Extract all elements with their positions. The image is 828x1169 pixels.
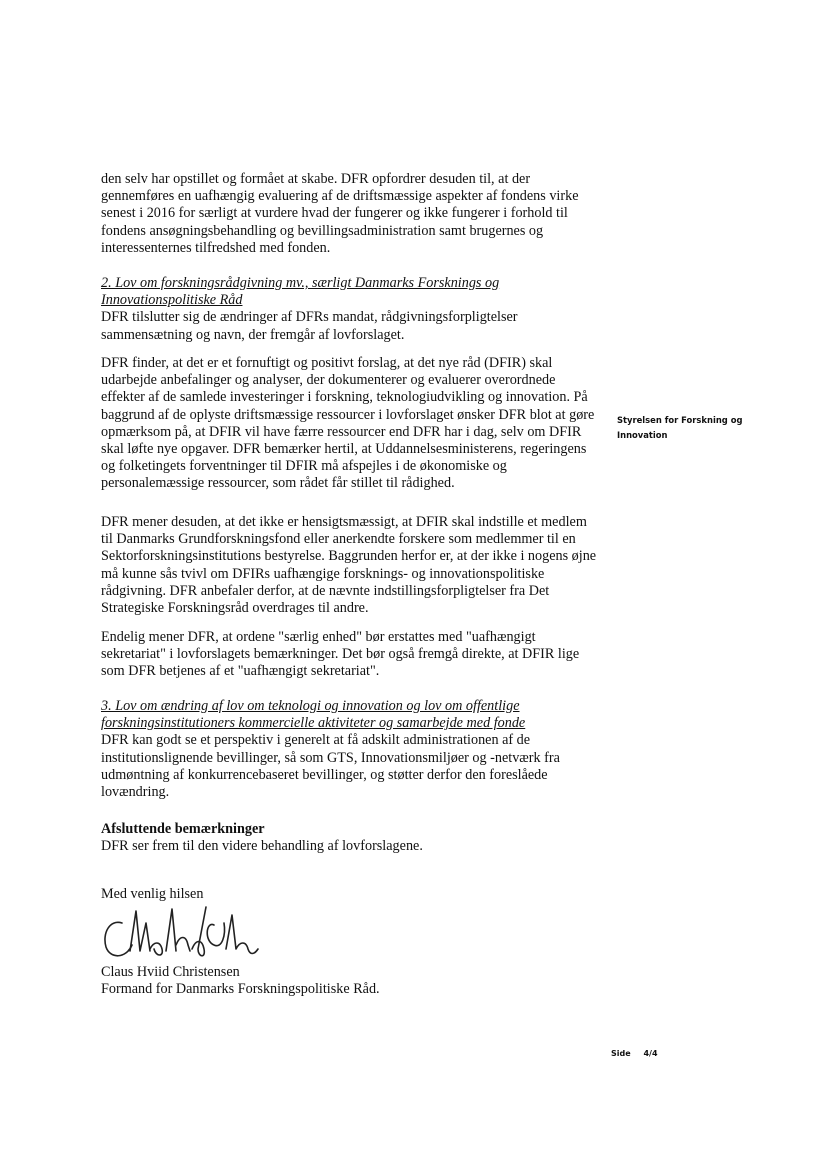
greeting-block: [101, 886, 601, 903]
section-2-paragraph-4-block: [101, 629, 601, 681]
sidebar-organization: Styrelsen for Forskning og Innovation: [617, 415, 743, 440]
section-3: [101, 698, 601, 801]
section-3-paragraph-1: DFR kan godt se et perspektiv i generelt at få adskilt administrationen af de institutionslignende bevillinger, så som GTS, Innovationsmiljøer og -netværk fra udmøntning af konkurrencebaseret bevillinger, og støtter derfor den foreslåede lovændring.: [101, 732, 560, 801]
closing-section: [101, 821, 601, 855]
section-2-paragraph-3-block: [101, 514, 601, 617]
intro-paragraph: [101, 171, 601, 257]
section-2-paragraph-2-block: [101, 355, 601, 493]
page-label: Side: [611, 1049, 631, 1058]
signer-name: Claus Hviid Christensen: [101, 964, 240, 980]
section-2: [101, 275, 601, 344]
signature-image: [96, 905, 266, 963]
intro-text: den selv har opstillet og formået at skabe. DFR opfordrer desuden til, at der gennemføres en uafhængig evaluering af de driftsmæssige aspekter af fondens virke senest i 2016 for særligt at vurdere hvad der fungerer og ikke fungerer i forhold til fondens ansøgningsbehandling og bevillingsadministration samt brugernes og interessenternes tilfredshed med fonden.: [101, 171, 579, 256]
page-footer: [611, 1049, 658, 1058]
closing-heading: Afsluttende bemærkninger: [101, 821, 265, 837]
signer-title: Formand for Danmarks Forskningspolitiske Råd.: [101, 981, 380, 998]
signer-block: [101, 964, 601, 998]
section-2-paragraph-4: Endelig mener DFR, at ordene "særlig enhed" bør erstattes med "uafhængigt sekretariat" i lovforslagets bemærkninger. Det bør også fremgå direkte, at DFIR lige som DFR betjenes af et "uafhængigt sekretariat".: [101, 629, 580, 680]
section-2-paragraph-1: DFR tilslutter sig de ændringer af DFRs mandat, rådgivningsforpligtelser sammensætning og navn, der fremgår af lovforslaget.: [101, 309, 518, 343]
page-number: 4/4: [643, 1049, 658, 1058]
closing-text: DFR ser frem til den videre behandling af lovforslagene.: [101, 838, 423, 855]
section-2-paragraph-2: DFR finder, at det er et fornuftigt og positivt forslag, at det nye råd (DFIR) skal udarbejde anbefalinger og analyser, der dokumenterer og evaluerer overordnede effekter af de samlede investeringer i forskning, teknologiudvikling og innovation. På baggrund af de oplyste driftsmæssige ressourcer i lovforslaget ønsker DFR blot at gøre opmærksom på, at DFIR vil have færre ressourcer end DFR har i dag, selv om DFIR skal løfte nye opgaver. DFR bemærker hertil, at Uddannelsesministerens, regeringens og folketingets forventninger til DFIR må afspejles i de økonomiske og personalemæssige ressourcer, som rådet får stillet til rådighed.: [101, 355, 595, 492]
section-2-paragraph-3: DFR mener desuden, at det ikke er hensigtsmæssigt, at DFIR skal indstille et medlem til Danmarks Grundforskningsfond eller anerkendte forskere som medlemmer til en Sektorforskningsinstitutions bestyrelse. Baggrunden herfor er, at der ikke i nogens øjne må kunne sås tvivl om DFIRs uafhængige forsknings- og innovationspolitiske rådgivning. DFR anbefaler derfor, at de nævnte indstillingsforpligtelser fra Det Strategiske Forskningsråd overdrages til andre.: [101, 514, 597, 617]
greeting: Med venlig hilsen: [101, 886, 204, 902]
section-3-heading: 3. Lov om ændring af lov om teknologi og innovation og lov om offentlige forskningsinstitutioners kommercielle aktiviteter og samarbejde med fonde: [101, 698, 526, 732]
section-2-heading: 2. Lov om forskningsrådgivning mv., særligt Danmarks Forsknings og Innovationspolitiske Råd: [101, 275, 500, 309]
